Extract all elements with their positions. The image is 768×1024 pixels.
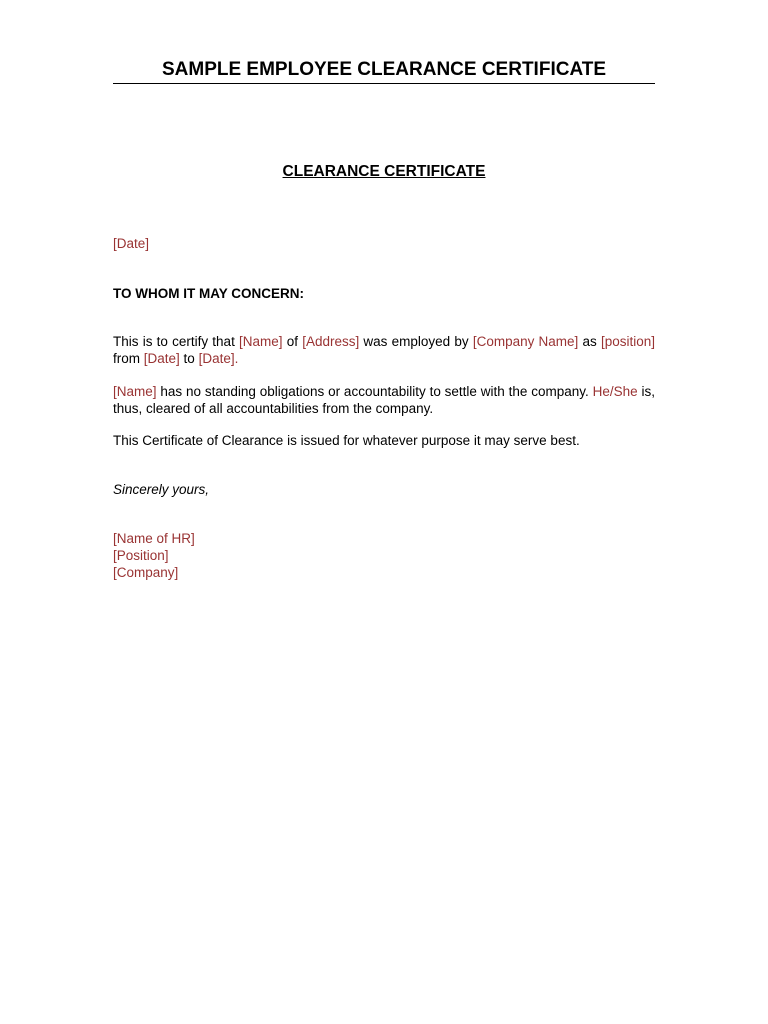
certification-paragraph bbox=[113, 334, 655, 367]
text-segment: was employed by bbox=[359, 334, 473, 349]
signature-block bbox=[113, 531, 655, 581]
company-placeholder: [Company] bbox=[113, 564, 179, 580]
company-name-placeholder: [Company Name] bbox=[472, 334, 579, 349]
address-placeholder: [Address] bbox=[302, 334, 360, 349]
position-placeholder: [position] bbox=[600, 334, 656, 349]
salutation: TO WHOM IT MAY CONCERN: bbox=[113, 286, 305, 301]
document-header-title: SAMPLE EMPLOYEE CLEARANCE CERTIFICATE bbox=[113, 59, 655, 84]
text-segment: to bbox=[179, 350, 199, 366]
text-segment: has no standing obligations or accountability to settle with the company. bbox=[156, 384, 593, 399]
end-date-placeholder: [Date]. bbox=[198, 350, 239, 366]
employee-name-placeholder: [Name] bbox=[113, 384, 157, 399]
date-placeholder: [Date] bbox=[113, 236, 150, 251]
pronoun-placeholder: He/She bbox=[592, 384, 638, 399]
purpose-paragraph: This Certificate of Clearance is issued for whatever purpose it may serve best. bbox=[113, 433, 580, 448]
hr-name-placeholder: [Name of HR] bbox=[113, 531, 195, 546]
employee-name-placeholder: [Name] bbox=[239, 334, 283, 349]
hr-position-placeholder: [Position] bbox=[113, 547, 169, 563]
text-segment: as bbox=[578, 334, 601, 349]
obligations-paragraph bbox=[113, 384, 655, 417]
text-segment: of bbox=[282, 334, 303, 349]
closing-line: Sincerely yours, bbox=[113, 482, 210, 497]
start-date-placeholder: [Date] bbox=[143, 350, 180, 366]
text-segment: from bbox=[113, 350, 144, 366]
text-segment: This is to certify that bbox=[113, 334, 240, 349]
certificate-title: CLEARANCE CERTIFICATE bbox=[282, 163, 486, 180]
text-segment: is, thus, cleared of all accountabilities from the company. bbox=[113, 384, 655, 416]
